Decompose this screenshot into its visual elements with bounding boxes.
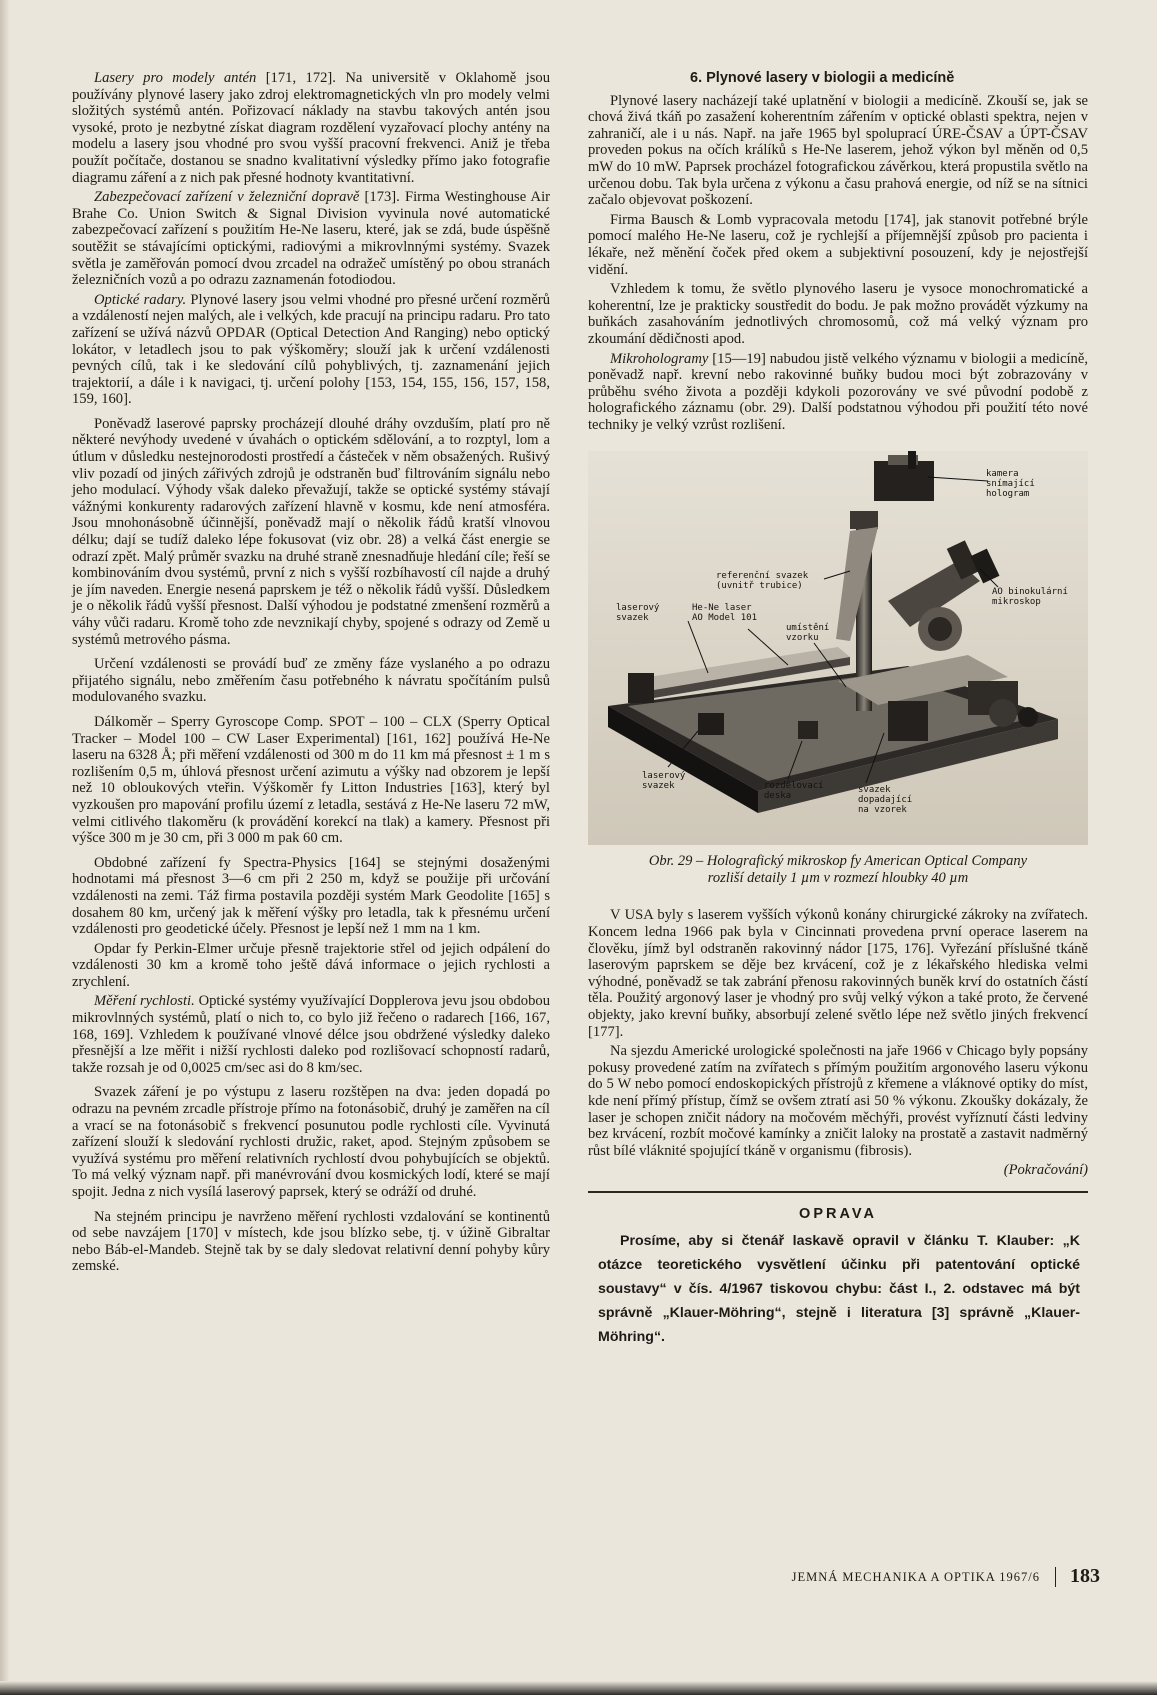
paragraph <box>588 93 1088 209</box>
continuation-note: (Pokračování) <box>1003 1162 1088 1179</box>
paragraph <box>72 714 550 847</box>
label-binocular-microscope: AO binokulární mikroskop <box>992 587 1068 608</box>
paragraph-text: Obdobné zařízení fy Spectra-Physics [164] se stejnými dosaženými hodnotami má přesnost 3—6 cm při 2 250 m, když se použije při určování vzdálenosti na zemi. Táž firma postavila později systém Mark Geodolite [165] s dosahem 80 km, určený jak k měření výšky pro letadla, tak k přesnému určení vzdálenosti pro geodetické účely. Přesnost je lepší než 1 mm na 1 km. <box>72 854 550 938</box>
paragraph-text: Vzhledem k tomu, že světlo plynového laseru je vysoce monochromatické a koherentní, lze je prakticky soustředit do bodu. Je pak možno provádět výzkumy na buňkách zasahováním jednotlivých chromosomů, což má velký význam pro zkoumání dědičnosti apod. <box>588 281 1088 347</box>
label-laser-beam-top: laserový svazek <box>616 603 660 624</box>
label-beam-splitter: rozdělovací deska <box>764 781 824 802</box>
figure-holographic-microscope <box>588 451 1088 845</box>
left-column <box>72 70 550 1278</box>
paragraph <box>72 416 550 648</box>
caption-line-1: Obr. 29 – Holografický mikroskop fy American Optical Company <box>648 853 1028 870</box>
paragraph <box>72 70 550 186</box>
page-gutter-shadow <box>0 0 10 1695</box>
page-number: 183 <box>1070 1565 1100 1587</box>
paragraph-text: Svazek záření je po výstupu z laseru rozštěpen na dva: jeden dopadá po odrazu na pevném zrcadle přístroje přímo na fotonásobič, druhý je zaměřen na cíl a vrací se na fotonásobič s frekvencí posunutou podle rychlosti cíle. Vyvinutá zařízení slouží k sledování rychlosti družic, raket, apod. Stejným způsobem se využívá systému pro měření relativních rychlostí dvou pohybujících se objektů. To má velký význam např. při manévrování dvou kosmických lodí, které se mají spojit. Jedna z nich vysílá laserový paprsek, který se odráží od druhé. <box>72 1084 550 1200</box>
paragraph <box>72 1209 550 1275</box>
paragraph-text: [173]. Firma Westinghouse Air Brahe Co. Union Switch & Signal Division vyvinula nové automatické zabezpečovací zařízení s použitím He-Ne laseru, které, jak se zdá, bude úspěšně soutěžit se stávajícími optickými, radiovými a mikrovlnnými systémy. Svazek světla je zaměřován pomocí dvou zrcadel na odražeč umístěný po obou stranách železničních vozů a po odrazu zaznamenán fotodiodou. <box>72 189 550 289</box>
paragraph-text: Poněvadž laserové paprsky procházejí dlouhé dráhy ovzduším, platí pro ně některé nevýhody uvedené v úvahách o optickém sdělování, a to rozptyl, lom a útlum v důsledku nestejnorodosti prostředí a částeček v něm obsažených. Rušivý vliv pozadí od jiných zářivých zdrojů je odstraněn buď filtrováním signálu nebo jeho modulací. Výhody však daleko převažují, takže se optické systémy stávají vážnými konkurenty radarových zařízení hlavně v kosmu, kde není atmosféra. Jsou mnohonásobně účinnější, poněvadž mají o několik řádů kratší vlnovou délku; dají se tudíž daleko lépe fokusovat (viz obr. 28) a velká část energie se odrazí zpět. Malý průměr svazku na druhé straně znesnadňuje hledání cíle; řeší se kombinováním dvou systémů, první z nich s vyšší rozbíhavostí cíl najde a druhý je jím naveden. Energie nesená paprskem je též o několik řádů vyšší. Důsledkem je o několik řádů vyšší přesnost. Další výhodou je podstatné zmenšení rozměrů a váhy vůči radaru. Kromě toho zde nevznikají chyby, spojené s odrazy od Země u systémů metrového pásma. <box>72 415 550 648</box>
notice-title: OPRAVA <box>799 1205 877 1222</box>
paragraph-text: Opdar fy Perkin-Elmer určuje přesně trajektorie střel od jejich odpálení do vzdálenosti 30 km a kromě toho ještě dává informace o jejich rychlosti a zrychlení. <box>72 940 550 990</box>
paragraph-text: Firma Bausch & Lomb vypracovala metodu [174], jak stanovit potřebné brýle pomocí malého He-Ne laseru, což je rychlejší a příjemnější způsob pro pacienta i lékaře, než měnění čoček před okem a subjektivní posouzení, kdy je nejostřejší vidění. <box>588 211 1088 278</box>
right-column-bottom-text <box>588 907 1088 1159</box>
paragraph <box>588 1043 1088 1159</box>
paragraph-text: Plynové lasery jsou velmi vhodné pro přesné určení rozměrů a vzdáleností nejen malých, ale i velkých, kde pracují na principu radaru. Pro tato zařízení se užívá názvů OPDAR (Optical Detection And Ranging) nebo optický lokátor, v letadlech jsou to pak výškoměry; slouží jak k určení vzdálenosti pevných cílů, tak i ke sledování cílů pohyblivých, tj. zaznamenání jejich trajektorií, a dále i k navigaci, tj. určení polohy [153, 154, 155, 156, 157, 158, 159, 160]. <box>72 291 550 408</box>
publication-name: JEMNÁ MECHANIKA A OPTIKA 1967/6 <box>791 1570 1040 1584</box>
paragraph <box>588 212 1088 278</box>
paragraph-text: [15—19] nabudou jistě velkého významu v biologii a medicíně, poněvadž např. krevní nebo rakovinné buňky budou moci být zobrazovány v průběhu svého života a později kdykoli pozorovány ve své původní podobě z holografického záznamu (obr. 29). Další podstatnou výhodou při použití této nové techniky je velký vzrůst rozlišení. <box>588 350 1088 433</box>
paragraph <box>72 292 550 408</box>
paragraph-lead: Zabezpečovací zařízení v železniční dopravě <box>94 189 360 206</box>
label-laser-beam-bottom: laserový svazek <box>642 771 686 792</box>
paragraph <box>72 189 550 289</box>
right-column-top-text <box>588 93 1088 434</box>
scan-bottom-edge <box>0 1681 1157 1695</box>
notice-text: Prosíme, aby si čtenář laskavě opravil v článku T. Klauber: „K otázce teoretického vysvětlení účinku při patentování optické soustavy“ v čís. 4/1967 tiskovou chybu: část I., 2. odstavec má být správně „Klauer-Möhring“, stejně i literatura [3] správně „Klauer-Möhring“. <box>598 1232 1080 1345</box>
paragraph-text: Optické systémy využívající Dopplerova jevu jsou obdobou mikrovlnných systémů, platí o nich to, co bylo již řečeno o radarech [166, 167, 168, 169]. Vzhledem k používané vlnové délce jsou obdržené výsledky daleko přesnější a lze měřit i nižší rychlosti daleko pod rozlišovací schopností radarů, takže rozsah je od 0,0025 cm/sec asi do 8 km/sec. <box>72 993 550 1076</box>
paragraph-text: [171, 172]. Na universitě v Oklahomě jsou používány plynové lasery jako zdroj elektromagnetických vln pro modely velmi složitých systémů antén. Pořizovací náklady na stavbu takových antén jsou vysoké, proto je nezbytné získat diagram rozdělení vyzařovací plochy antény na modelu a lasery jsou vhodné pro svou vyšší pracovní frekvenci. Aniž je třeba použít počítače, dostanou se snadno kvalitativní výsledky přímo jako fotografie diagramu záření a z nich pak přesné hodnoty kvantitativní. <box>72 70 550 186</box>
label-beam-on-sample: svazek dopadající na vzorek <box>858 785 913 816</box>
paragraph <box>588 281 1088 347</box>
notice-divider <box>588 1191 1088 1193</box>
figure-caption <box>588 853 1088 887</box>
paragraph-lead: Lasery pro modely antén <box>94 70 257 86</box>
paragraph-text: Určení vzdálenosti se provádí buď ze změny fáze vyslaného a po odrazu přijatého signálu, nebo změřením času potřebného k návratu spočítáním pulsů modulovaného svazku. <box>72 656 550 706</box>
paragraph-text: Plynové lasery nacházejí také uplatnění v biologii a medicíně. Zkouší se, jak se chová živá tkáň po zasažení koherentním zářením v optické oblasti spektra, nejen v zahraničí, ale i u nás. Např. na jaře 1965 byl spoluprací ÚRE-ČSAV a ÚPT-ČSAV proveden pokus na očích králíků s He-Ne laserem, jehož výkon byl měněn od 0,5 mW do 10 mW. Paprsek procházel fotografickou závěrkou, která propustila světlo na určenou dobu. Tak byla určena z výkonu a času prahová energie, od níž se na sítnici začalo objevovat poškození. <box>588 92 1088 209</box>
footer-divider <box>1055 1567 1056 1587</box>
label-he-ne-laser: He-Ne laser AO Model 101 <box>692 603 758 624</box>
paragraph <box>72 1084 550 1200</box>
paragraph <box>72 993 550 1076</box>
paragraph <box>72 941 550 991</box>
paragraph-lead: Měření rychlosti. <box>94 993 195 1010</box>
paragraph-text: Dálkoměr – Sperry Gyroscope Comp. SPOT – 100 – CLX (Sperry Optical Tracker – Model 100 – CW Laser Experimental) [161, 162] používá He-Ne laseru na 6328 Å; při měření vzdálenosti od 300 m do 11 km má přesnost ± 1 m s rozlišením 0,5 m, úhlová přesnost určení azimutu a výšky nad obzorem je lepší než 10 obloukových vteřin. Výškoměr fy Litton Industries [163], který byl vyzkoušen pro mapování profilu území z letadla, sestává z He-Ne laseru 72 mW, velmi citlivého tlakoměru (k provádění korekcí na tlak) a kamery. Přesnost při výšce 300 m je 30 cm, při 3 000 m pak 60 cm. <box>72 713 550 847</box>
paragraph-text: Na sjezdu Americké urologické společnosti na jaře 1966 v Chicago byly popsány pokusy provedené zatím na zvířatech s přímým použitím argonového laseru výkonu do 5 W nebo pomocí endoskopických přístrojů z křemene a vláknové optiky do míst, kde není přímý přístup, čímž se ovšem ztratí asi 50 % výkonu. Zkoušky dokázaly, že laser je schopen zničit nádory na močovém měchýři, provést vyříznutí části ledviny bez krvácení, rozbít močové kamínky a zničit laloky na prostatě a zastavit nadměrný růst bílé vláknité spojující tkáně v organismu (fibrosis). <box>588 1043 1088 1159</box>
paragraph-text: V USA byly s laserem vyšších výkonů konány chirurgické zákroky na zvířatech. Koncem ledna 1966 pak byla v Cincinnati provedena první operace laserem na člověku, jímž byl odstraněn rakovinný nádor [175, 176]. Vyřezání příslušné tkáně laserovým paprskem se děje bez krvácení, což je z lékařského hlediska velmi výhodné, poněvadž se tak zabrání přenosu rakovinných buněk krví do ostatních částí těla. Použitý argonový laser je vhodný pro svůj velký výkon a také proto, že červené objekty, jako krevní buňky, absorbují zelené světlo lépe než světlo jiných frekvencí [177]. <box>588 907 1088 1040</box>
paragraph <box>588 351 1088 434</box>
paragraph <box>588 907 1088 1040</box>
paragraph-lead: Optické radary. <box>94 291 187 308</box>
label-camera: kamera snímající hologram <box>986 469 1035 500</box>
paragraph-text: Na stejném principu je navrženo měření rychlosti vzdalování se kontinentů od sebe navzájem [170] v místech, kde jsou blízko sebe, tj. v úžině Gibraltar nebo Báb-el-Mandeb. Stejně tak by se daly sledovat relativní denní pohyby kůry zemské. <box>72 1208 550 1275</box>
label-sample-position: umístění vzorku <box>786 623 830 644</box>
caption-line-2: rozliší detaily 1 µm v rozmezí hloubky 40 µm <box>707 870 969 887</box>
label-reference-beam: referenční svazek (uvnitř trubice) <box>716 571 809 592</box>
right-column <box>588 70 1088 1349</box>
paragraph <box>72 855 550 938</box>
paragraph <box>72 656 550 706</box>
section-title: 6. Plynové lasery v biologii a medicíně <box>690 70 955 86</box>
paragraph-lead: Mikrohologramy <box>610 350 709 367</box>
